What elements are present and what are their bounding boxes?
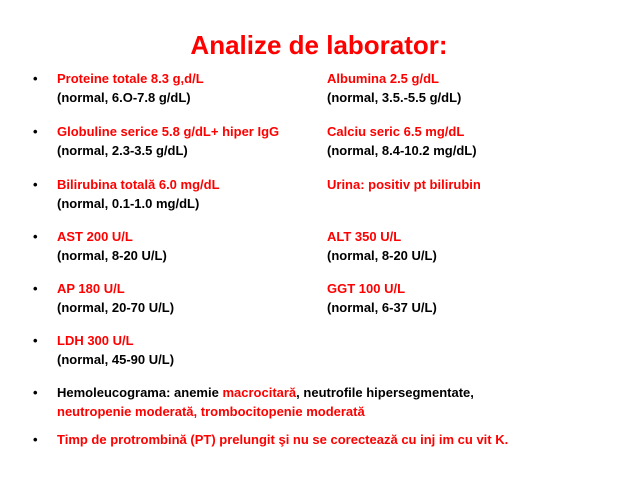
normal-range: (normal, 6-37 U/L)	[327, 300, 437, 315]
normal-range: (normal, 8-20 U/L)	[327, 248, 437, 263]
lab-value: LDH 300 U/L	[57, 333, 134, 348]
bullet: •	[33, 385, 38, 400]
hemo-text: Hemoleucograma: anemie	[57, 385, 223, 400]
normal-range: (normal, 20-70 U/L)	[57, 300, 175, 315]
hemoleucograma-line1	[57, 383, 474, 402]
lab-value: AST 200 U/L	[57, 229, 133, 244]
normal-range: (normal, 6.O-7.8 g/dL)	[57, 90, 191, 105]
slide-title: Analize de laborator:	[190, 30, 448, 60]
lab-value: AP 180 U/L	[57, 281, 125, 296]
normal-range: (normal, 3.5.-5.5 g/dL)	[327, 90, 462, 105]
bullet: •	[33, 124, 38, 139]
normal-range: (normal, 45-90 U/L)	[57, 352, 175, 367]
hemo-highlight: macrocitară	[222, 385, 297, 400]
lab-value: Globuline serice 5.8 g/dL+ hiper IgG	[57, 124, 280, 139]
lab-value: Bilirubina totală 6.0 mg/dL	[57, 177, 220, 192]
bullet: •	[33, 229, 38, 244]
pt-text: Timp de protrombină (PT) prelungit şi nu se corectează cu inj im cu vit K.	[57, 432, 509, 447]
bullet: •	[33, 432, 38, 447]
normal-range: (normal, 0.1-1.0 mg/dL)	[57, 196, 200, 211]
lab-value: Albumina 2.5 g/dL	[327, 71, 439, 86]
bullet: •	[33, 177, 38, 192]
lab-value: Urina: positiv pt bilirubin	[327, 177, 481, 192]
bullet: •	[33, 333, 38, 348]
hemoleucograma-line2: neutropenie moderată, trombocitopenie moderată	[57, 404, 365, 419]
normal-range: (normal, 8.4-10.2 mg/dL)	[327, 143, 477, 158]
lab-value: ALT 350 U/L	[327, 229, 402, 244]
lab-value: Calciu seric 6.5 mg/dL	[327, 124, 465, 139]
normal-range: (normal, 2.3-3.5 g/dL)	[57, 143, 188, 158]
hemo-text: , neutrofile hipersegmentate,	[296, 385, 474, 400]
bullet: •	[33, 281, 38, 296]
lab-value: Proteine totale 8.3 g,d/L	[57, 71, 204, 86]
lab-value: GGT 100 U/L	[327, 281, 406, 296]
bullet: •	[33, 71, 38, 86]
normal-range: (normal, 8-20 U/L)	[57, 248, 167, 263]
